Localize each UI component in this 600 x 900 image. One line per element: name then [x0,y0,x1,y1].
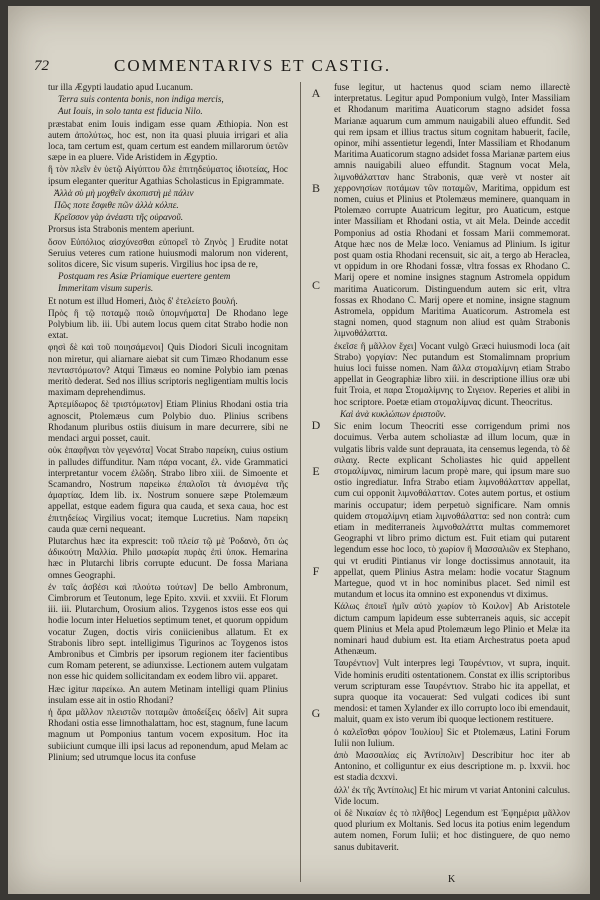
paragraph: Ταυρέντιον] Vult interpres legi Ταυρέντιον, vt supra, inquit. Vide hominis eruditi ostentationem. Constat ex illis scriptoribus verum scripturam esse Ταυρέντιον. Strabo hic ita appellat, et supra quoque ita vocauerat: Sed vulgati codices ibi sunt mendosi: et tamen Xylander ex illo corrupto loco ibi emendauit, maluit, quam ex isto verum ibi quoque lectionem restituere. [334,658,570,725]
paragraph: Κάλως ἐποιεῖ ἡμῖν αὐτὸ χωρίον τὸ Κοιλον] Ab Aristotele dictum campum lapideum esse subterraneis aquis, sic accepit quem Plinius et Mela apud Ptolemæum lego Plinio et Melæ ita nominari haud dubium est. Ita etiam Archestratus poeta apud Athenæum. [334,601,570,657]
paragraph: οὐκ ἐπαφῆναι τὸν γεγενότα] Vocat Strabo παρείκη, cuius ostium in palludes diffunditur. Nam πάρα vocant, ἐλ. vide Grammatici interpretantur vocem ἐλῶδη. Strabo libro xiii. de Simoente et Scamandro, Nostrum παρείκω ἐπαλοῖσι τὰ ἀνισμένα τῆς ἀμαρτίας. Idem lib. ix. Nostrum sonuere sæpe Ptolemæum appellat, estque eadem figura qua cauda, et sexa caua, hoc est ἐπιτηδείως Virgilius vocat; itemque Lucretius. Nam παρείκη cauda quæ cerni nequeant. [48,445,288,534]
left-column [48,82,288,882]
verse-line: Καὶ ἀνὰ κυκλώπων ἐριστοῦν. [340,408,447,419]
paragraph: φησὶ δὲ καὶ τοῦ ποιησάμενοι] Quis Diodori Siculi incognitam non miretur, qui aliarnare aiebat sit cum Timæo Rhodanum esse πενταστόμωτον? Atqui Timæus eo nomine Polybio iam pœnas meritò dederat. Sed nos illius scriptoris negligentiam multis locis maximam deprehendimus. [48,342,288,398]
verse-line: Terra suis contenta bonis, non indiga mercis, [58,94,224,105]
book-page [8,6,590,894]
page-header [34,58,564,80]
paragraph: ἢ τὸν πλεῖν ἐν ὑετῷ Αἰγύπτου ὅλε ἐπιτηδεύματος ἰδιοτείας, Hoc ipsum eleganter queritur Agathias Scholasticus in Epigrammate. [48,164,288,186]
paragraph: ἐν ταῖς ἀσβέσι καὶ πλούτω τούτων] De bello Ambronum, Cimbrorum et Teutonum, lege Epito. xxvii. et xxviii. Et Florum iii. iii. Plutarchum, Orosium alios. Tzygenos istos esse eos qui hodie locum inter Heluetios septimum tenet, et quorum oppidum vocatur Zugen, doctis viris coniicienibus allatum. Et ex Strabonis libro sept. intelligimus Tigurinos ac Toygenos istos Ambronibus et Cimbris per ipsorum regionem iter facientibus cum Romam peterent, se adiunxisse. Lectionem autem vulgatam non esse hic quidem sollicitandam ex eodem libro vii. apparet. [48,581,288,682]
signature-mark: K [448,874,456,885]
paragraph: ἡ ἄρα μᾶλλον πλειστῶν ποταμῶν ἀποδείξεις ὁδεῖν] Ait supra Rhodani ostia esse limnothalattam, hoc est, stagnum, fune lacum magnum ut Pomponius tantum vocem expositum. Hoc ita subiiciunt cumque illi ipsi lacus ad reponendum, apud Melam ac Plinium; sed utrumque locus ita confuse [48,706,288,762]
paragraph: Hæc igitur παρείκω. An autem Metinam intelligi quam Plinius insulam esse ait in ostio Rhodani? [48,683,288,705]
margin-letter: A [311,86,321,100]
paragraph: Πρὸς ἢ τῷ ποταμῷ ποιῶ ὑπομνήματα] De Rhodano lege Polybium lib. iii. Ubi autem locus quem citat Strabo hodie non extat. [48,307,288,341]
paragraph: Et notum est illud Homeri, Διὸς δ' ἐτελείετο βουλή. [48,295,238,306]
paragraph: tur illa Ægypti laudatio apud Lucanum. [48,82,193,92]
margin-letter: B [311,181,320,195]
paragraph: præstabat enim Iouis indigam esse quam Æthiopia. Non est autem ἀπολύτως, hoc est, non ita quasi pluuia irrigari et alia loca, tam certum est, quam certum est eandem millarorum ὑετῶν sæpe in ea pluere. Vide Aristidem in Ægyptio. [48,118,288,163]
paragraph: Plutarchus hæc ita exprescit: τοῦ πλείσ τῷ μὲ Ῥοδανὸ, ὅτι ὡς ἀδικούτη Μαλλία. Philo μασωρία πυρὰς ἐπὶ ὑποκ. Hemarina hæc in Plutarchi libris corrupte educunt. De fossa Mariana omnes Geographi. [48,535,288,580]
paragraph: ὁ καλεῖσθαι φόρον Ἰουλίου] Sic et Ptolemæus, Latini Forum Iulii non Iulium. [334,726,570,748]
paragraph: Prorsus ista Strabonis mentem aperiunt. [48,224,195,235]
verse-line: Κρεῖσσον γὰρ ἀνέαστι τῆς οὐρανοῦ. [54,212,184,223]
page-number: 72 [34,58,49,74]
margin-letter: D [311,418,321,432]
verse-line: Ἀλλὰ σὺ μὴ μοχθεῖν ἀκοπιστὴ μὲ πάλιν [54,187,194,198]
running-title: COMMENTARIVS ET CASTIG. [114,56,392,75]
paragraph: Ἀρτεμίδωρος δὲ τριστόμωτον] Etiam Plinius Rhodani ostia tria agnoscit, Ptolemæus cum Polybio duo. Plinius scribens Rhodanum pluribus ostiis diuisum in mare decurrere, sibi ne mendaci argui posset, cauit. [48,399,288,444]
column-divider [300,82,301,882]
margin-letter: C [311,278,320,292]
right-column [334,82,570,882]
margin-letter: G [311,706,321,720]
paragraph: fuse legitur, ut hactenus quod sciam nemo illarectè interpretatus. Legitur apud Pomponium vulgò, Inter Massiliam et Rhodanum maritima Auaticorum stagno adsidet fossa Marianæ aquarum cum ammum nauigabili alueo effundit. Sed qui rem ipsam et illius tractus situm cognitam habuerit, facile, opinor, mihi assentietur legendi, Inter Massiliam et Rhodanum Maritima Auaticorum stagno adsidet fossa Marianæ partem eius amnis nauigabili alueo effundit. Stagnum vocat Mela, λιμνοθάλατταν hanc Strabonis, quæ verè vt noster ait χερρονησίων ποτάμων τῶν ποταμῶν, Maritima, oppidum est nomen, cuius et Plinius et Ptolemæus meminere, quanquam in Ptolemæo corrupte Auatricum legitur, pro Auaticum, estque inter Massiliam et Rhodani ostia, vt ait Mela. Deinde accedit Pomponius ad ostia Rhodani et fossam Marii commemorat. Atque hæc nos de Melæ loco. Veniamus ad Plinium. Is igitur post quam ostia Rhodani recensuit, sic ait, a tergo ab Heraclea, vt oppidum in ore Rhodani fossæ, vltra fossas ex Rhodano C. Marij opere et nomine insignes stagnum Astromela oppidum maritima Auaticorum. Distinguendum autem sic erit, vltra fossas ex Rhodano C. Marij opere et nomine, insigne stagnum Astromela, oppidum Maritima Auaticorum. Astromela est stagni nomen, quod stagnum non aliud est quàm Strabonis λιμνοθάλαττα. [334,82,570,339]
margin-letter: F [312,564,320,578]
margin-letter: E [312,464,320,478]
verse-line: Immeritam visum superis. [58,283,154,294]
verse-line: Aut Iouis, in solo tanta est fiducia Nilo. [58,106,203,117]
paragraph: ἀπὸ Μασσαλίας εἰς Ἀντίπολιν] Describitur hoc iter ab Antonino, et colliguntur ex eius descriptione m. p. lxxvii. hoc est stadia dcxxvi. [334,749,570,783]
paragraph: Sic enim locum Theocriti esse corrigendum primi nos docuimus. Verba autem scholiastæ ad illum locum, quæ in vulgatis libris valde sunt deprauata, ita censemus legenda, τὸ δὲ σιλαιχ. Recte explicant Scholiastes hic quid appellent στομαλίμνας, nimirum lacum propè mare, qui ipsum mare suo ostio ingrediatur. Infra Strabo etiam λιμνοθάλατταν appellat, cum cui opponit λιμνοθάλατταν. Cotes autem portus, et ostium marinis occupatur; idem perpetuò significare. Nam omnis quidem στομαλίμνη etiam λιμνοθάλαττα: sed non contrà: cum etiam in mediterraneis λιμνοθαλάττα multas commemoret Geographi vt libro primo dictum est. Fuit etiam qui putarent legendum esse hoc loco, τὸ χωρίον ἢ Μασσαλιῶν ex Stephano, qui vt eruditi Pintianus vir longe doctissimus annotauit, ita appellat, quem Plinius Astra melam: hodie vocatur Stagnum Martegue, quod vt in hoc nominibus placet. Sed nimil est mutandum et locus ita omnino est exponendus vt diximus. [334,421,570,600]
paragraph: ἐκεῖσε ἢ μᾶλλον ἔχει] Vocant vulgò Græci huiusmodi loca (ait Strabo) γοργίαν: Nec putandum est Stomalimnam proprium huius loci fuisse nomen. Nam ἄλλα στομαλίμνη etiam Strabo appellat in Geographiæ libro xiii. in descriptione illius oræ ubi fuit Troia, et παρα Στομαλίμνης το Σιγειον. Reperies et alibi in hoc scriptore. Poetæ etiam στομαλίμνας dicunt. Theocritus. [334,340,570,407]
paragraph: ἀλλ' ἐκ τῆς Ἀντίπολις] Et hic mirum vt variat Antonini calculus. Vide locum. [334,784,570,806]
paragraph: ὅσον Εὐπόλιος αἰσχύνεσθαι εὐπορεῖ τὸ Ζηνὸς ] Erudite notat Seruius veteres cum ratione huiusmodi malorum non viderent, solitos dicere, Sic visum superis. Virgilius hoc ipsa de re, [48,236,288,270]
paragraph: οἱ δὲ Νικαίαν ἐς τὸ πλῆθος] Legendum est Ἐφημέρια μᾶλλον quod plurium ex Moltanis. Sed locus ita potius enim legendum autem nomen, Forum Iulii; et hoc distinguere, de quo nemo sanus dubitaverit. [334,808,570,852]
verse-line: Πῶς ποτε ἔσφιθε πῶν ἀλλὰ κόλπε. [54,200,179,211]
verse-line: Postquam res Asiæ Priamique euertere gentem [58,271,231,282]
